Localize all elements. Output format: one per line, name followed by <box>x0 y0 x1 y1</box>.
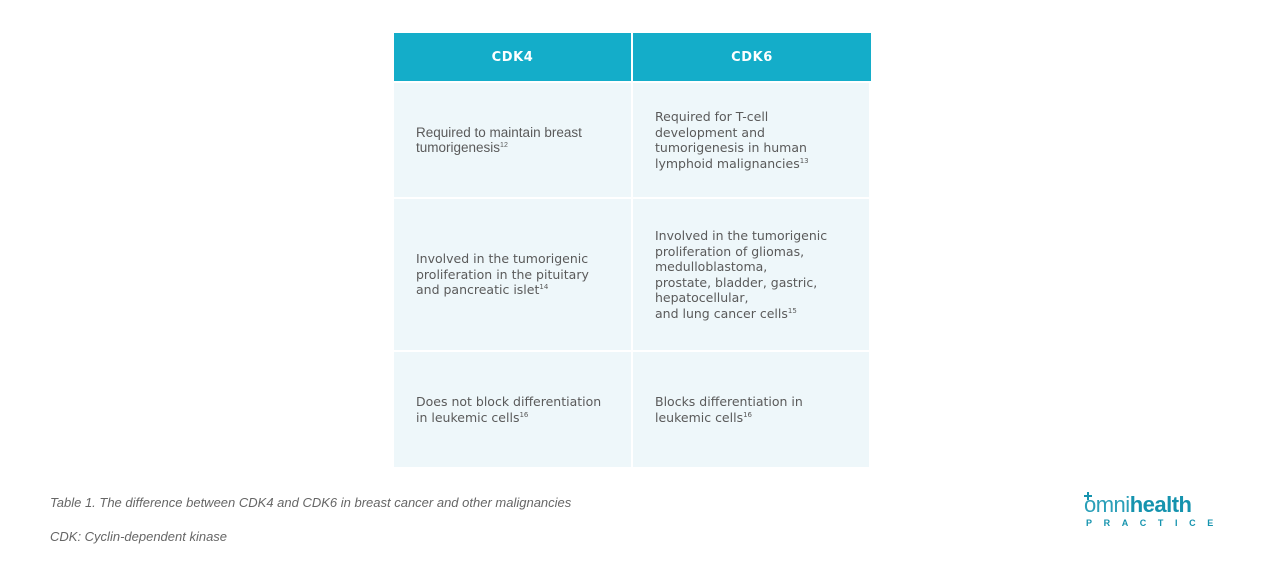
cell-cdk6-row1 <box>633 83 869 197</box>
table-caption: Table 1. The difference between CDK4 and CDK6 in breast cancer and other malignancies <box>50 495 572 510</box>
cell-cdk4-row3 <box>394 352 631 467</box>
logo-word-light: omni <box>1084 492 1130 517</box>
reference-superscript: 15 <box>787 306 797 315</box>
reference-superscript: 14 <box>539 283 549 292</box>
abbreviation-note: CDK: Cyclin-dependent kinase <box>50 529 228 544</box>
logo-word-bold: health <box>1129 492 1192 517</box>
logo-wordmark <box>1084 494 1191 516</box>
table-header-row <box>394 33 871 81</box>
table-row <box>394 352 871 467</box>
cell-text: Required to maintain breast tumorigenesis <box>416 124 582 155</box>
cell-text: Blocks differentiation in leukemic cells <box>655 394 803 425</box>
cell-cdk4-row1 <box>394 83 631 197</box>
reference-superscript: 16 <box>743 410 753 419</box>
cell-cdk4-row2 <box>394 199 631 350</box>
table-row <box>394 83 871 197</box>
reference-superscript: 12 <box>500 142 508 149</box>
cell-cdk6-row3 <box>633 352 869 467</box>
omnihealth-logo <box>1084 494 1224 530</box>
cell-cdk6-row2 <box>633 199 869 350</box>
cell-text: Involved in the tumorigenic proliferation in the pituitary and pancreatic islet <box>416 251 589 298</box>
cell-text: Required for T-cell development and tumorigenesis in human lymphoid malignancies <box>655 109 807 171</box>
comparison-table <box>394 33 871 467</box>
header-cdk6: CDK6 <box>633 33 871 81</box>
cell-text: Involved in the tumorigenic proliferation of gliomas, medulloblastoma, prostate, bladder, gastric, hepatocellular, and lung cancer cells <box>655 228 828 321</box>
reference-superscript: 13 <box>799 156 809 165</box>
cell-text: Does not block differentiation in leukemic cells <box>416 394 602 425</box>
logo-subtitle: PRACTICE <box>1086 518 1225 528</box>
header-cdk4: CDK4 <box>394 33 631 81</box>
reference-superscript: 16 <box>519 410 529 419</box>
table-row <box>394 199 871 350</box>
